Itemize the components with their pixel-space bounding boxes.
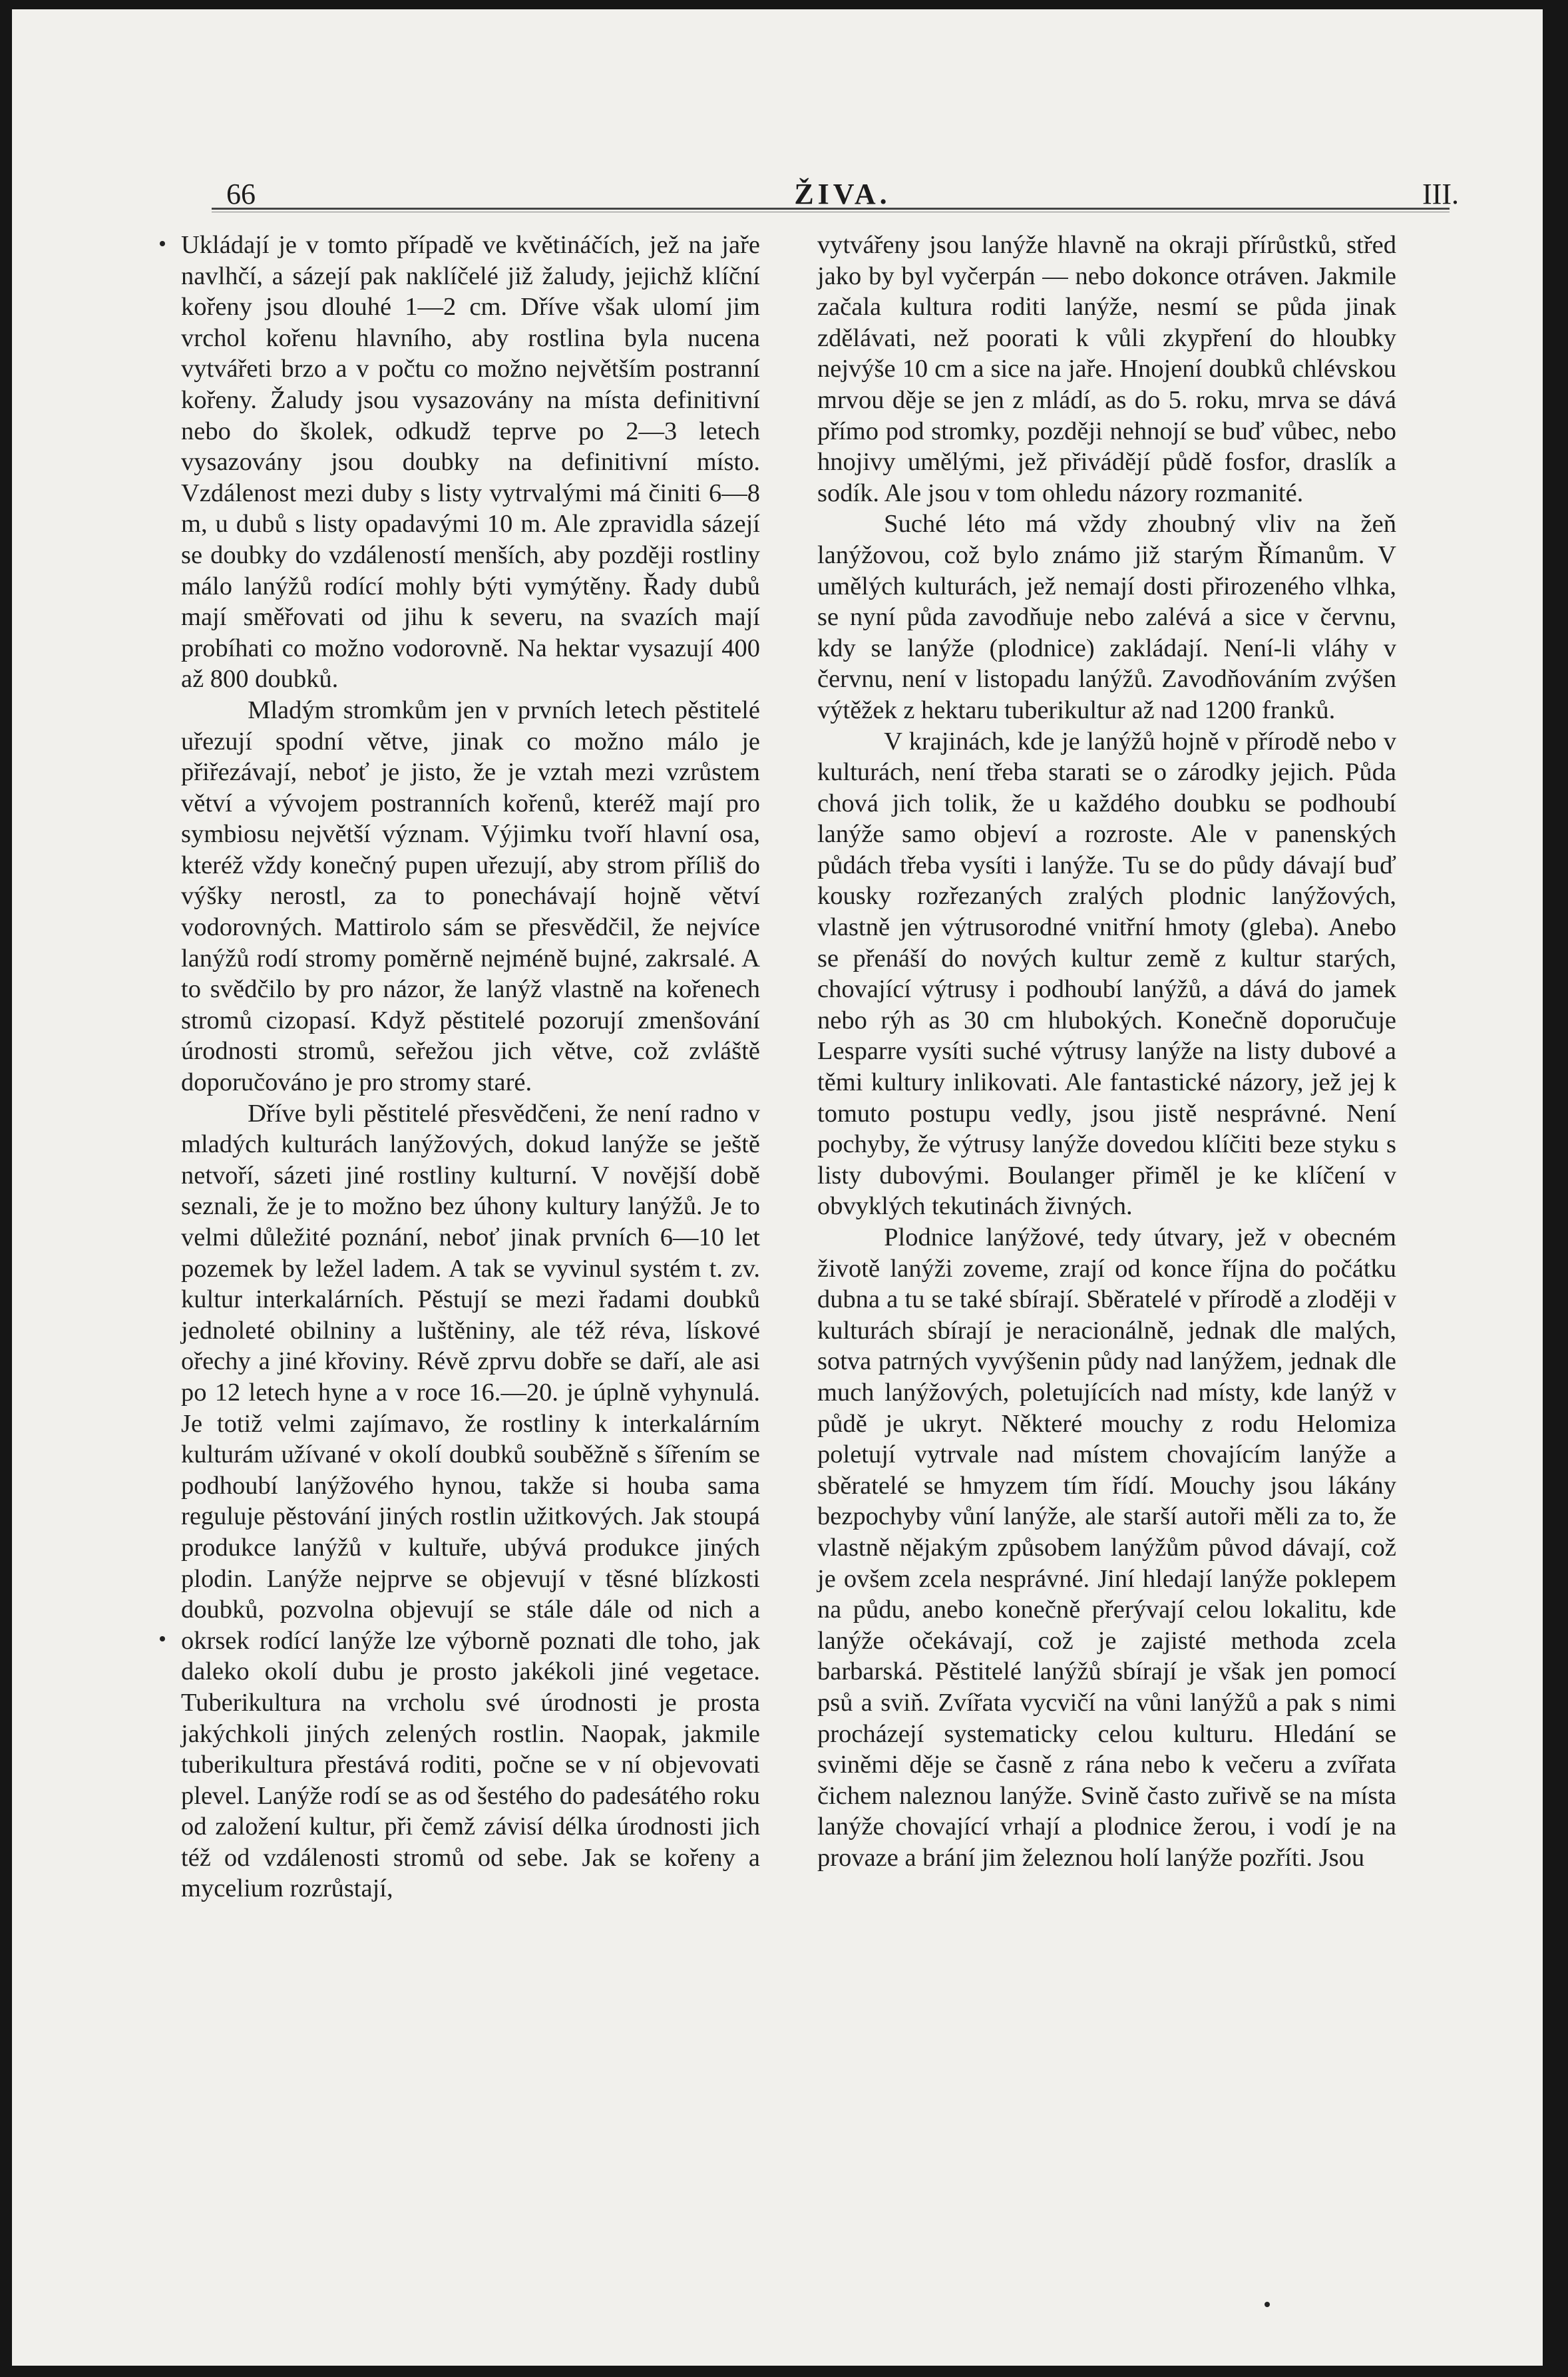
page-number: 66 bbox=[226, 178, 256, 210]
paragraph: Suché léto má vždy zhoubný vliv na žeň lanýžovou, což bylo známo již starým Římanům. V umělých kulturách, jež nemají dosti přirozeného vlhka, se nyní půda zavodňuje nebo zalévá a sice v červnu, kdy se lanýže (plodnice) zakládají. Není-li vláhy v červnu, není v listopadu lanýžů. Zavodňováním zvýšen výtěžek z hektaru tuberikultur až nad 1200 franků. bbox=[817, 510, 1396, 724]
margin-speck bbox=[1265, 2302, 1270, 2307]
paragraph: Dříve byli pěstitelé přesvědčeni, že není radno v mladých kulturách lanýžových, dokud lanýže se ještě netvoří, sázeti jiné rostliny kulturní. V novější době seznali, že je to možno bez úhony kultury lanýžů. Je to velmi důležité poznání, neboť jinak prvních 6—10 let pozemek by ležel ladem. A tak se vyvinul systém t. zv. kultur interkalárních. Pěstují se mezi řadami doubků jednoleté obilniny a luštěniny, ale též réva, lískové ořechy a jiné křoviny. Révě zprvu dobře se daří, ale asi po 12 letech hyne a v roce 16.—20. je úplně vyhynulá. Je totiž velmi zajímavo, že rostliny k interkalárním kulturám užívané v okolí doubků souběžně s šířením se podhoubí lanýžového hynou, takže si houba sama reguluje pěstování jiných rostlin užitkových. Jak stoupá produkce lanýžů v kultuře, ubývá produkce jiných plodin. Lanýže nejprve se objevují v těsné blízkosti doubků, pozvolna objevují se stále dále od nich a okrsek rodící lanýže lze výborně poznati dle toho, jak daleko okolí dubu je prosto jakékoli jiné vegetace. Tuberikultura na vrcholu své úrodnosti je prosta jakýchkoli jiných zelených rostlin. Naopak, jakmile tuberikultura přestává roditi, počne se v ní objevovati plevel. Lanýže rodí se as od šestého do padesátého roku od založení kultur, při čemž závisí délka úrodnosti jich též od vzdálenosti stromů od sebe. Jak se kořeny a mycelium rozrůstají, bbox=[181, 1099, 760, 1903]
margin-speck bbox=[160, 1636, 165, 1641]
volume-number: III. bbox=[1422, 178, 1459, 210]
header-rule bbox=[212, 208, 1450, 210]
paragraph: Ukládají je v tomto případě ve květináčích, jež na jaře navlhčí, a sázejí pak naklíčelé již žaludy, jejichž klíční kořeny jsou dlouhé 1—2 cm. Dříve však ulomí jim vrchol kořenu hlavního, aby rostlina byla nucena vytvářeti brzo a v počtu co možno největším postranní kořeny. Žaludy jsou vysazovány na místa definitivní nebo do školek, odkudž teprve po 2—3 letech vysazovány jsou doubky na definitivní místo. Vzdálenost mezi duby s listy vytrvalými má činiti 6—8 m, u dubů s listy opadavými 10 m. Ale zpravidla sázejí se doubky do vzdáleností menších, aby později rostliny málo lanýžů rodící mohly býti vymýtěny. Řady dubů mají směřovati od jihu k severu, na svazích mají probíhati co možno vodorovně. Na hektar vysazují 400 až 800 doubků. bbox=[181, 231, 760, 694]
left-column bbox=[181, 230, 760, 1904]
paragraph: vytvářeny jsou lanýže hlavně na okraji přírůstků, střed jako by byl vyčerpán — nebo dokonce otráven. Jakmile začala kultura roditi lanýže, nesmí se půda jinak zdělávati, než poorati k vůli zkypření do hloubky nejvýše 10 cm a sice na jaře. Hnojení doubků chlévskou mrvou děje se jen z mládí, as do 5. roku, mrva se dává přímo pod stromky, později nehnojí se buď vůbec, nebo hnojivy umělými, jež přivádějí půdě fosfor, draslík a sodík. Ale jsou v tom ohledu názory rozmanité. bbox=[817, 231, 1396, 507]
paragraph: Plodnice lanýžové, tedy útvary, jež v obecném životě lanýži zoveme, zrají od konce října do počátku dubna a tu se také sbírají. Sběratelé v přírodě a zloději v kulturách sbírají je neracionálně, jednak dle malých, sotva patrných vyvýšenin půdy nad lanýžem, jednak dle much lanýžových, poletujících nad místy, kde lanýž v půdě je ukryt. Některé mouchy z rodu Helomiza poletují vytrvale nad místem chovajícím lanýže a sběratelé se hmyzem tím řídí. Mouchy jsou lákány bezpochyby vůní lanýže, ale starší autoři měli za to, že vlastně nějakým způsobem lanýžům původ dávají, což je ovšem zcela nesprávné. Jiní hledají lanýže poklepem na půdu, anebo konečně přerývají celou lokalitu, kde lanýže očekávají, což je zajisté methoda zcela barbarská. Pěstitelé lanýžů sbírají je však jen pomocí psů a sviň. Zvířata vycvičí na vůni lanýžů a pak s nimi procházejí systematicky celou kulturu. Hledání se sviněmi děje se časně z rána nebo k večeru a zvířata čichem naleznou lanýže. Svině často zuřivě se na místa lanýže chovající vrhají a plodnice žerou, i vodí je na provaze a brání jim železnou holí lanýže pozříti. Jsou bbox=[817, 1223, 1396, 1872]
paragraph: V krajinách, kde je lanýžů hojně v přírodě nebo v kulturách, není třeba starati se o zárodky jejich. Půda chová jich tolik, že u každého doubku se podhoubí lanýže samo objeví a rozroste. Ale v panenských půdách třeba vysíti i lanýže. Tu se do půdy dávají buď kousky rozřezaných zralých plodnic lanýžových, vlastně jen výtrusorodné vnitřní hmoty (gleba). Anebo se přenáší do nových kultur země z kultur starých, chovající výtrusy i podhoubí lanýžů, a dává do jamek nebo rýh as 30 cm hlubokých. Konečně doporučuje Lesparre vysíti suché výtrusy lanýže na listy dubové a těmi kultury inlikovati. Ale fantastické názory, jež jej k tomuto postupu vedly, jsou jistě nesprávné. Není pochyby, že výtrusy lanýže dovedou klíčiti beze styku s listy dubovými. Boulanger přiměl je ke klíčení v obvyklých tekutinách živných. bbox=[817, 727, 1396, 1221]
right-column bbox=[817, 230, 1396, 1873]
paragraph: Mladým stromkům jen v prvních letech pěstitelé uřezují spodní větve, jinak co možno málo je přiřezávají, neboť je jisto, že je vztah mezi vzrůstem větví a vývojem postranních kořenů, kteréž mají pro symbiosu největší význam. Výjimku tvoří hlavní osa, kteréž vždy konečný pupen uřezují, aby strom příliš do výšky nerostl, za to ponechávají hojně větví vodorovných. Mattirolo sám se přesvědčil, že nejvíce lanýžů rodí stromy poměrně nejméně bujné, zakrsalé. A to svědčilo by pro názor, že lanýž vlastně na kořenech stromů cizopasí. Když pěstitelé pozorují zmenšování úrodnosti stromů, seřežou jich větve, což zvláště doporučováno je pro stromy staré. bbox=[181, 696, 760, 1097]
journal-title: ŽIVA. bbox=[794, 178, 891, 210]
margin-speck bbox=[160, 241, 165, 246]
